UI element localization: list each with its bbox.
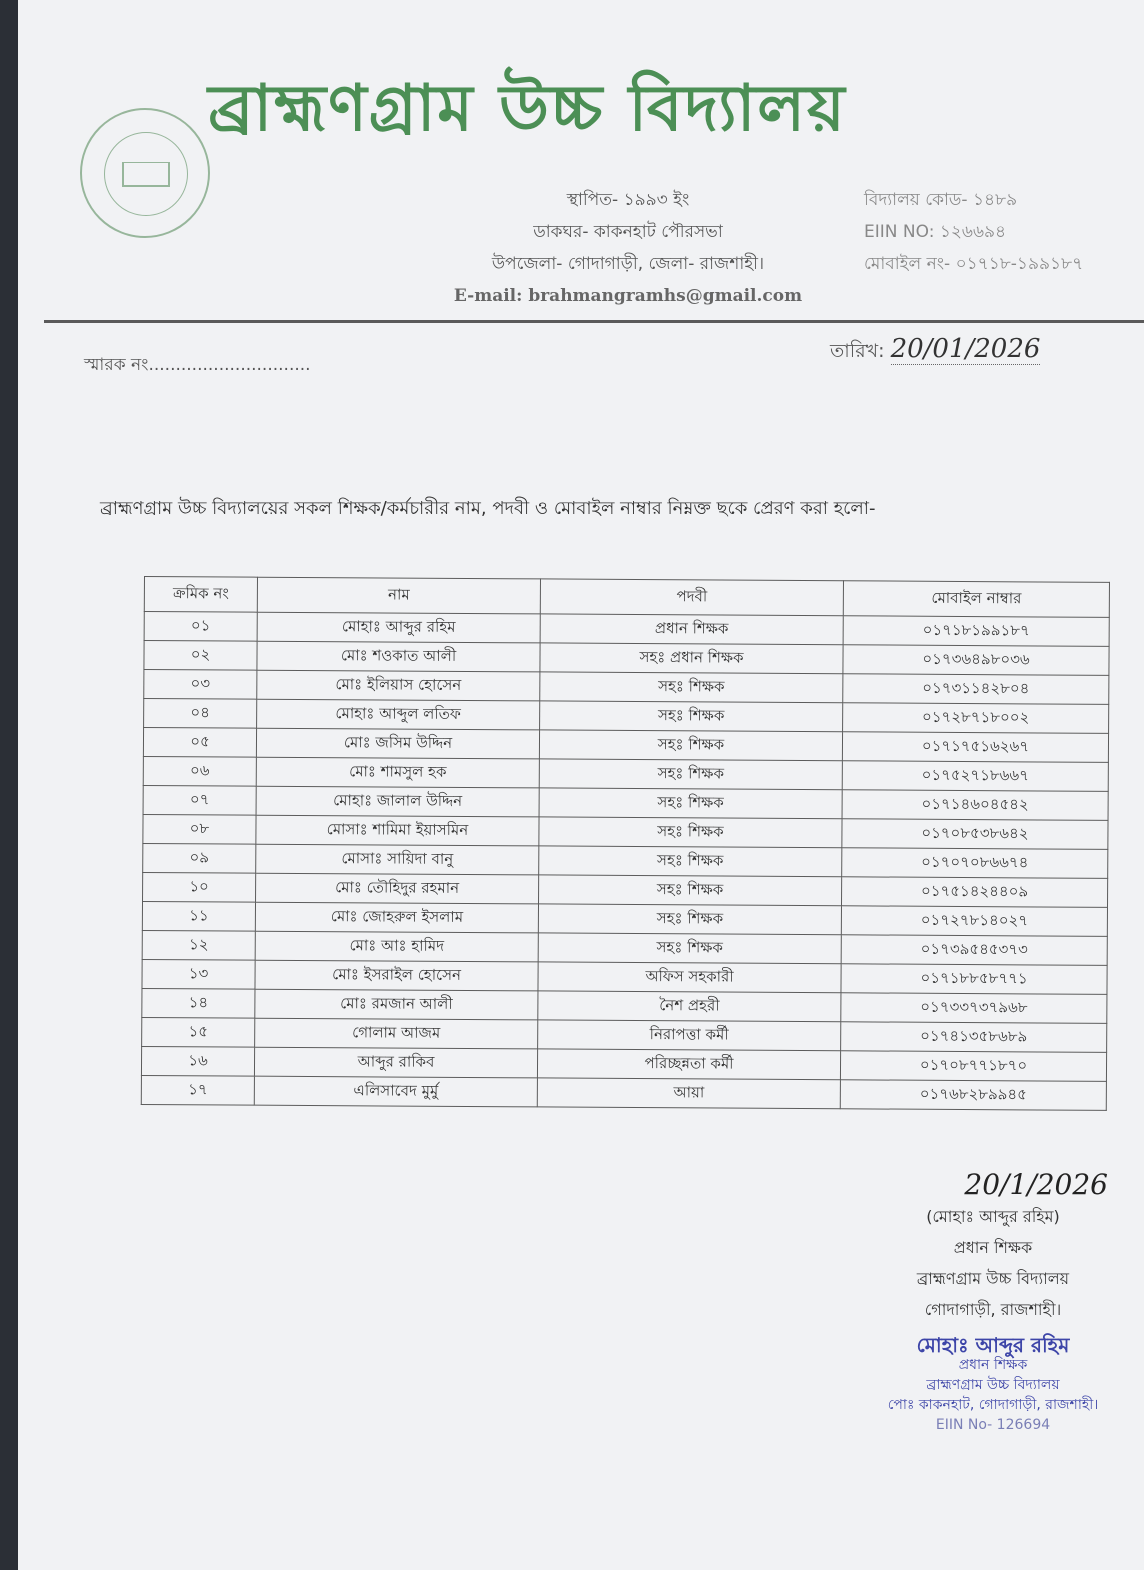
cell-mobile: ০১৭১৭৫১৬২৬৭ xyxy=(842,732,1108,763)
cell-name: মোহাঃ জালাল উদ্দিন xyxy=(256,786,539,817)
stamp-title: প্রধান শিক্ষক xyxy=(958,1357,1028,1373)
post-office: ডাকঘর- কাকনহাট পৌরসভা xyxy=(533,222,723,242)
cell-designation: আয়া xyxy=(537,1078,840,1109)
cell-mobile: ০১৭০৮৭৭১৮৭০ xyxy=(840,1051,1106,1082)
cell-mobile: ০১৭২৭৮১৪০২৭ xyxy=(841,906,1107,937)
cell-mobile: ০১৭৩৬৪৯৮০৩৬ xyxy=(843,645,1109,676)
cell-designation: নৈশ প্রহরী xyxy=(538,991,841,1022)
date-field xyxy=(830,334,1040,369)
table-body xyxy=(141,612,1109,1111)
established: স্থাপিত- ১৯৯৩ ইং xyxy=(566,190,690,210)
cell-designation: সহঃ শিক্ষক xyxy=(539,759,842,790)
cell-serial: ০৯ xyxy=(143,843,256,873)
cell-name: মোঃ রমজান আলী xyxy=(255,989,538,1020)
cell-serial: ০৭ xyxy=(143,785,256,815)
signature-block xyxy=(858,1168,1128,1435)
cell-name: মোসাঃ সায়িদা বানু xyxy=(256,844,539,875)
stamp-name: মোহাঃ আব্দুর রহিম xyxy=(916,1333,1070,1357)
cell-serial: ১২ xyxy=(142,930,255,960)
cell-serial: ০২ xyxy=(144,641,257,671)
cell-serial: ১১ xyxy=(142,901,255,931)
cell-mobile: ০১৭৫২৭১৮৬৬৭ xyxy=(842,761,1108,792)
cell-designation: সহঃ শিক্ষক xyxy=(539,730,842,761)
cell-serial: ০৪ xyxy=(144,699,257,729)
cell-mobile: ০১৭০৮৫৩৮৬৪২ xyxy=(842,819,1108,850)
cell-designation: সহঃ শিক্ষক xyxy=(539,817,842,848)
handwritten-signature: 20/1/2026 xyxy=(964,1168,1108,1201)
cell-designation: সহঃ শিক্ষক xyxy=(539,788,842,819)
cell-name: মোঃ ইলিয়াস হোসেন xyxy=(257,670,540,701)
cell-name: মোঃ শওকাত আলী xyxy=(257,641,540,672)
school-seal-icon xyxy=(80,108,210,238)
cell-name: এলিসাবেদ মুর্মু xyxy=(254,1076,537,1107)
cell-designation: পরিচ্ছন্নতা কর্মী xyxy=(537,1049,840,1080)
cell-designation: সহঃ শিক্ষক xyxy=(538,904,841,935)
document-page xyxy=(18,0,1144,1570)
cell-mobile: ০১৭২৮৭১৮০০২ xyxy=(843,703,1109,734)
cell-mobile: ০১৭৩১১৪২৮০৪ xyxy=(843,674,1109,705)
cell-serial: ০১ xyxy=(144,612,257,642)
cell-name: মোঃ তৌহিদুর রহমান xyxy=(256,873,539,904)
cell-serial: ০৫ xyxy=(143,728,256,758)
cell-designation: প্রধান শিক্ষক xyxy=(540,614,843,645)
signatory-name: (মোহাঃ আব্দুর রহিম) xyxy=(926,1207,1060,1226)
cell-name: মোঃ শামসুল হক xyxy=(256,757,539,788)
date-label: তারিখ: xyxy=(830,340,885,362)
cell-name: মোহাঃ আব্দুল লতিফ xyxy=(257,699,540,730)
upazila-district: উপজেলা- গোদাগাড়ী, জেলা- রাজশাহী। xyxy=(491,254,765,274)
cell-serial: ১৩ xyxy=(142,959,255,989)
table-header-row xyxy=(144,577,1109,618)
email: E-mail: brahmangramhs@gmail.com xyxy=(453,286,803,306)
cell-name: মোঃ জসিম উদ্দিন xyxy=(256,728,539,759)
cell-designation: সহঃ প্রধান শিক্ষক xyxy=(540,643,843,674)
cell-serial: ০৬ xyxy=(143,756,256,786)
cell-mobile: ০১৭১৮৮৫৮৭৭১ xyxy=(841,964,1107,995)
table-row xyxy=(141,1075,1106,1110)
cell-name: মোঃ জোহরুল ইসলাম xyxy=(255,902,538,933)
school-name: ব্রাহ্মণগ্রাম উচ্চ বিদ্যালয় xyxy=(208,71,847,146)
cell-serial: ০৮ xyxy=(143,814,256,844)
cell-mobile: ০১৭১৮১৯৯১৮৭ xyxy=(843,616,1109,647)
header-designation: পদবী xyxy=(540,579,843,616)
cell-designation: সহঃ শিক্ষক xyxy=(539,846,842,877)
signatory-school: ব্রাহ্মণগ্রাম উচ্চ বিদ্যালয় xyxy=(916,1269,1070,1288)
cell-designation: অফিস সহকারী xyxy=(538,962,841,993)
cell-mobile: ০১৭৪১৩৫৮৬৮৯ xyxy=(841,1022,1107,1053)
header-codes-block xyxy=(864,184,1144,280)
staff-table xyxy=(141,576,1110,1111)
cell-designation: সহঃ শিক্ষক xyxy=(540,701,843,732)
cell-mobile: ০১৭০৭০৮৬৬৭৪ xyxy=(842,848,1108,879)
cell-serial: ১৫ xyxy=(142,1017,255,1047)
signatory-title: প্রধান শিক্ষক xyxy=(953,1238,1033,1257)
cell-designation: নিরাপত্তা কর্মী xyxy=(538,1020,841,1051)
cell-designation: সহঃ শিক্ষক xyxy=(540,672,843,703)
cell-name: গোলাম আজম xyxy=(255,1018,538,1049)
intro-text: ব্রাহ্মণগ্রাম উচ্চ বিদ্যালয়ের সকল শিক্ষক/কর্মচারীর নাম, পদবী ও মোবাইল নাম্বার নিম্নক্ত ছকে প্রেরণ করা হলো- xyxy=(100,498,876,519)
header-divider xyxy=(44,320,1144,323)
cell-designation: সহঃ শিক্ষক xyxy=(538,933,841,964)
cell-mobile: ০১৭৬৮২৮৯৯৪৫ xyxy=(840,1080,1106,1111)
cell-serial: ১০ xyxy=(143,872,256,902)
header-name: নাম xyxy=(257,577,540,614)
official-stamp xyxy=(858,1335,1128,1435)
cell-serial: ১৬ xyxy=(141,1046,254,1076)
cell-mobile: ০১৭৩৯৫৪৫৩৭৩ xyxy=(841,935,1107,966)
memo-number: স্মারক নং.............................. xyxy=(84,355,311,375)
cell-name: মোঃ আঃ হামিদ xyxy=(255,931,538,962)
header-mobile: মোবাইল নাম্বার xyxy=(843,581,1109,618)
header-address-block xyxy=(418,184,838,312)
cell-serial: ১৭ xyxy=(141,1075,254,1105)
mobile-number: মোবাইল নং- ০১৭১৮-১৯৯১৮৭ xyxy=(864,254,1084,274)
eiin-number: EIIN NO: ১২৬৬৯৪ xyxy=(864,222,1007,242)
cell-mobile: ০১৭৩৩৭৩৭৯৬৮ xyxy=(841,993,1107,1024)
cell-designation: সহঃ শিক্ষক xyxy=(539,875,842,906)
stamp-address: পোঃ কাকনহাট, গোদাগাড়ী, রাজশাহী। xyxy=(887,1397,1099,1413)
date-value: 20/01/2026 xyxy=(890,334,1041,364)
cell-serial: ১৪ xyxy=(142,988,255,1018)
header-serial: ক্রমিক নং xyxy=(144,577,257,613)
signatory-location: গোদাগাড়ী, রাজশাহী। xyxy=(924,1300,1062,1319)
cell-name: আব্দুর রাকিব xyxy=(254,1047,537,1078)
cell-mobile: ০১৭৫১৪২৪৪০৯ xyxy=(841,877,1107,908)
cell-mobile: ০১৭১৪৬০৪৫৪২ xyxy=(842,790,1108,821)
stamp-school: ব্রাহ্মণগ্রাম উচ্চ বিদ্যালয় xyxy=(926,1377,1060,1393)
cell-name: মোঃ ইসরাইল হোসেন xyxy=(255,960,538,991)
cell-name: মোসাঃ শামিমা ইয়াসমিন xyxy=(256,815,539,846)
stamp-eiin: EIIN No- 126694 xyxy=(935,1417,1051,1433)
cell-name: মোহাঃ আব্দুর রহিম xyxy=(257,612,540,643)
cell-serial: ০৩ xyxy=(144,670,257,700)
school-code: বিদ্যালয় কোড- ১৪৮৯ xyxy=(864,190,1018,210)
